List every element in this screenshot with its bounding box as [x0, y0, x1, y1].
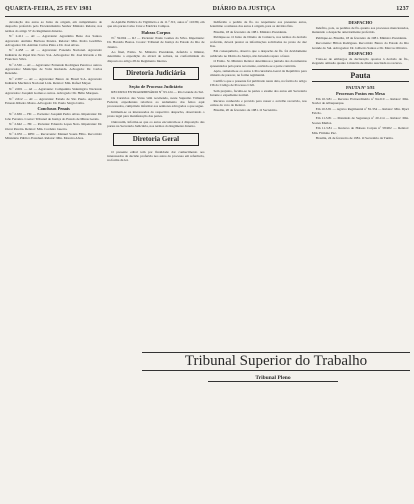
paragraph: Em 11.3.81 — Mandado de Segurança nº 20.114 — Relator: Min. Soares Muñoz. [311, 116, 409, 125]
paragraph: Brasília, 24 de fevereiro de 1981. O Secretário da Turma. [315, 136, 394, 141]
paragraph: Indefiro, pois, os pedidos de fls. quanto aos processos mencionados, mantendo o despacho anteriormente proferido. [311, 26, 409, 35]
section-heading: Conclusos Penais [37, 106, 70, 112]
tribunal-title: Tribunal Superior do Trabalho [142, 352, 410, 371]
column-4 [312, 20, 409, 504]
section-heading: Seção de Processo Judiciário [129, 84, 183, 90]
paragraph: Em 11.3.81 — Recurso de Habeas Corpus nº 58.902 — Relator: Min. Firmino Paz. [311, 126, 409, 135]
paragraph: N.º 2.601 — AI — Agravante: Companhia Siderúrgica Nacional. Agravados: Joaquim Gomes e outros. Advogado: Dr. Hélio Marques. [5, 86, 103, 96]
paragraph: Outrossim, informa-se que os autos encontram-se à disposição das partes na Secretaria Judiciária, nos termos do Regimento Interno. [107, 119, 205, 129]
despacho-heading: DESPACHO [348, 20, 373, 25]
paragraph: Recurso conhecido e provido para cassar o acórdão recorrido, nos termos do voto do Relator. [209, 98, 307, 107]
paragraph: Intimem-se os interessados do respectivo despacho, observando o prazo legal para manifestação das partes. [107, 109, 205, 119]
paragraph: N.º 2.411 — AI — Agravante: Agostinho Beno dos Santos. Agravado: Antônio Barbosa Pereira. Relator: Min. Pedro Gordilho. Advogados: Dr. Antônio Carlos Pinto e Dr. José Alves. [5, 34, 103, 48]
section-heading: DESPACHO [348, 51, 373, 57]
pauta-number: PAUTA Nº 5/81 [345, 84, 375, 90]
pauta-subheading: Processos Postos em Mesa [335, 90, 385, 96]
diretoria-geral-heading: Diretoria Geral [113, 133, 198, 146]
tribunal-pleno-subtitle: Tribunal Pleno [208, 375, 338, 382]
paragraph: N.º 59.004 — RJ — Paciente: Paulo Gomes da Silva. Impetrante: Dr. Haroldo Bastos. Coator: Tribunal de Justiça do Estado do Rio de Janeiro. [107, 35, 205, 49]
paragraph: N.º 2.636 — HC — Paciente: Joaquim Pedro Alves. Impetrante: Dr. João Ferreira. Coator: Tribunal de Justiça do Estado de Minas Gerais. [5, 112, 103, 121]
paragraph: N.º 2.642 — HC — Paciente: Eduardo Lopes Neto. Impetrante: Dr. Oscar Pereira. Relator: Min. Cordeiro Guerra. [5, 122, 103, 131]
paragraph: Recorrente: Hilton Rodrigues. Recorrido: Banco do Estado do Rio Grande do Sul. Advogados: Dr. Gilberto Santos e Dr. Marcos Oliveira. [311, 41, 409, 50]
paragraph: N.º 2.530 — AI — Agravante: Fernando Rodrigues Pereira e outros. Agravados: Município de Volta Redonda. Advogado: Dr. Carlos Rezende. [5, 62, 103, 76]
paragraph: Após, remetam-se os autos à Procuradoria-Geral da República para emissão de parecer, na forma regimental. [209, 69, 307, 78]
paragraph: Indiferido o pedido de fls. no respeitante aos presentes autos, determino a remessa dos autos à origem, para os devidos fins. [209, 20, 307, 29]
diretoria-judiciaria-heading: Diretoria Judiciária [113, 67, 198, 80]
paragraph: Publique-se. Brasília, 18 de fevereiro de 1981. Ministro Presidente. [315, 35, 408, 40]
columns-container [5, 20, 409, 504]
paragraph: Sem prejuízo, faculta-se às partes o exame dos autos em Secretaria durante o expediente normal. [209, 88, 307, 98]
paragraph: Em 10.3.81 — Agravo Regimental nº 81.334 — Relator: Min. Djaci Falcão. [311, 106, 409, 116]
paragraph: Brasília, 20 de fevereiro de 1981. O Secretário. [213, 108, 278, 113]
paragraph: O Exmo. Sr. Ministro Relator determinou a juntada dos documentos apresentados pela parte recorrente, ouvindo-se a parte contrária. [209, 59, 307, 68]
paragraph: Em 10.3.81 — Recurso Extraordinário nº 94.210 — Relator: Min. Xavier de Albuquerque. [311, 96, 409, 106]
paragraph: N.º 2.655 — RHC — Recorrente: Manuel Souza Filho. Recorrido: Ministério Público Estadual. Relator: Min. Moreira Alves. [5, 131, 103, 141]
paragraph: de Aptidão Pública da Vigilância e da 11.ª JCJ, autos nº 110/80, em que são partes Celso Cruz e Edelvira Campos. [107, 20, 205, 29]
pauta-heading: Pauta [312, 69, 409, 82]
column-3 [210, 20, 307, 504]
paragraph: Trata-se de embargos de declaração opostos à decisão de fls., alegando omissão quanto à matéria de direito suscitada no recurso. [311, 57, 409, 66]
paragraph: O presente edital tem por finalidade dar conhecimento aos interessados da decisão proferida nos autos do processo em referência, na forma da lei. [107, 149, 205, 163]
paragraph: Certifico que o presente foi publicado nesta data, na forma do artigo 236 do Código de Processo Civil. [209, 78, 307, 88]
column-1 [5, 20, 102, 504]
paragraph: N.º 2.612 — AI — Agravante: Estado de São Paulo. Agravado: Ernesto Ribeiro Matos. Advogado: Dr. Paulo Sérgio Lima. [5, 96, 103, 105]
paragraph: RECURSO EXTRAORDINÁRIO Nº 93.124 — Rio Grande do Sul. [111, 90, 204, 95]
paragraph: Publique-se. O Juízo de Direito da Comarca, nos termos da decisão proferida, deverá prestar as informações solicitadas no prazo de dez dias. [209, 35, 307, 49]
page-header [5, 4, 409, 17]
header-date: QUARTA-FEIRA, 25 FEV 1981 [5, 6, 92, 12]
paragraph: Brasília, 18 de fevereiro de 1981. Ministro Presidente. [213, 29, 288, 34]
paragraph: devolução dos autos ao Juízo de origem, em cumprimento do despacho proferido pelo Excelentíssimo Senhor Ministro Relator, nos termos do artigo 57 do Regimento Interno. [5, 20, 103, 33]
header-journal: DIÁRIO DA JUSTIÇA [212, 6, 276, 12]
paragraph: Ao final, Exmo. Sr. Ministro Presidente, deferida a liminar, determino a expedição do alvará de soltura, na conformidade do disposto no artigo 28 do Regimento Interno. [107, 50, 205, 63]
paragraph: Os Cartórios das Varas vêm recebendo, neste Supremo Tribunal Federal, expedientes relativos ao andamento dos feitos aqui processados, cumprindo informar aos senhores advogados o que segue. [107, 95, 205, 109]
paragraph: N.º 2.587 — AI — Agravante: Banco do Brasil S/A. Agravado: Indústria Mecânica Nacional Ltda. Relator: Min. Rafael Mayer. [5, 76, 103, 86]
paragraph: Em consequência, observo que o despacho de fls. foi devidamente publicado no Diário da Justiça, não havendo reparo a fazer. [209, 49, 307, 58]
section-heading: Habeas Corpus [141, 29, 171, 35]
paragraph: N.º 2.458 — AI — Agravante: Fazenda Nacional. Agravado: Indústria de Papel Rio Novo S/A. Advogados: Dr. José Ricardo e Dr. Francisco Silva. [5, 48, 103, 62]
header-page-number: 1237 [396, 6, 409, 12]
column-2 [107, 20, 204, 504]
